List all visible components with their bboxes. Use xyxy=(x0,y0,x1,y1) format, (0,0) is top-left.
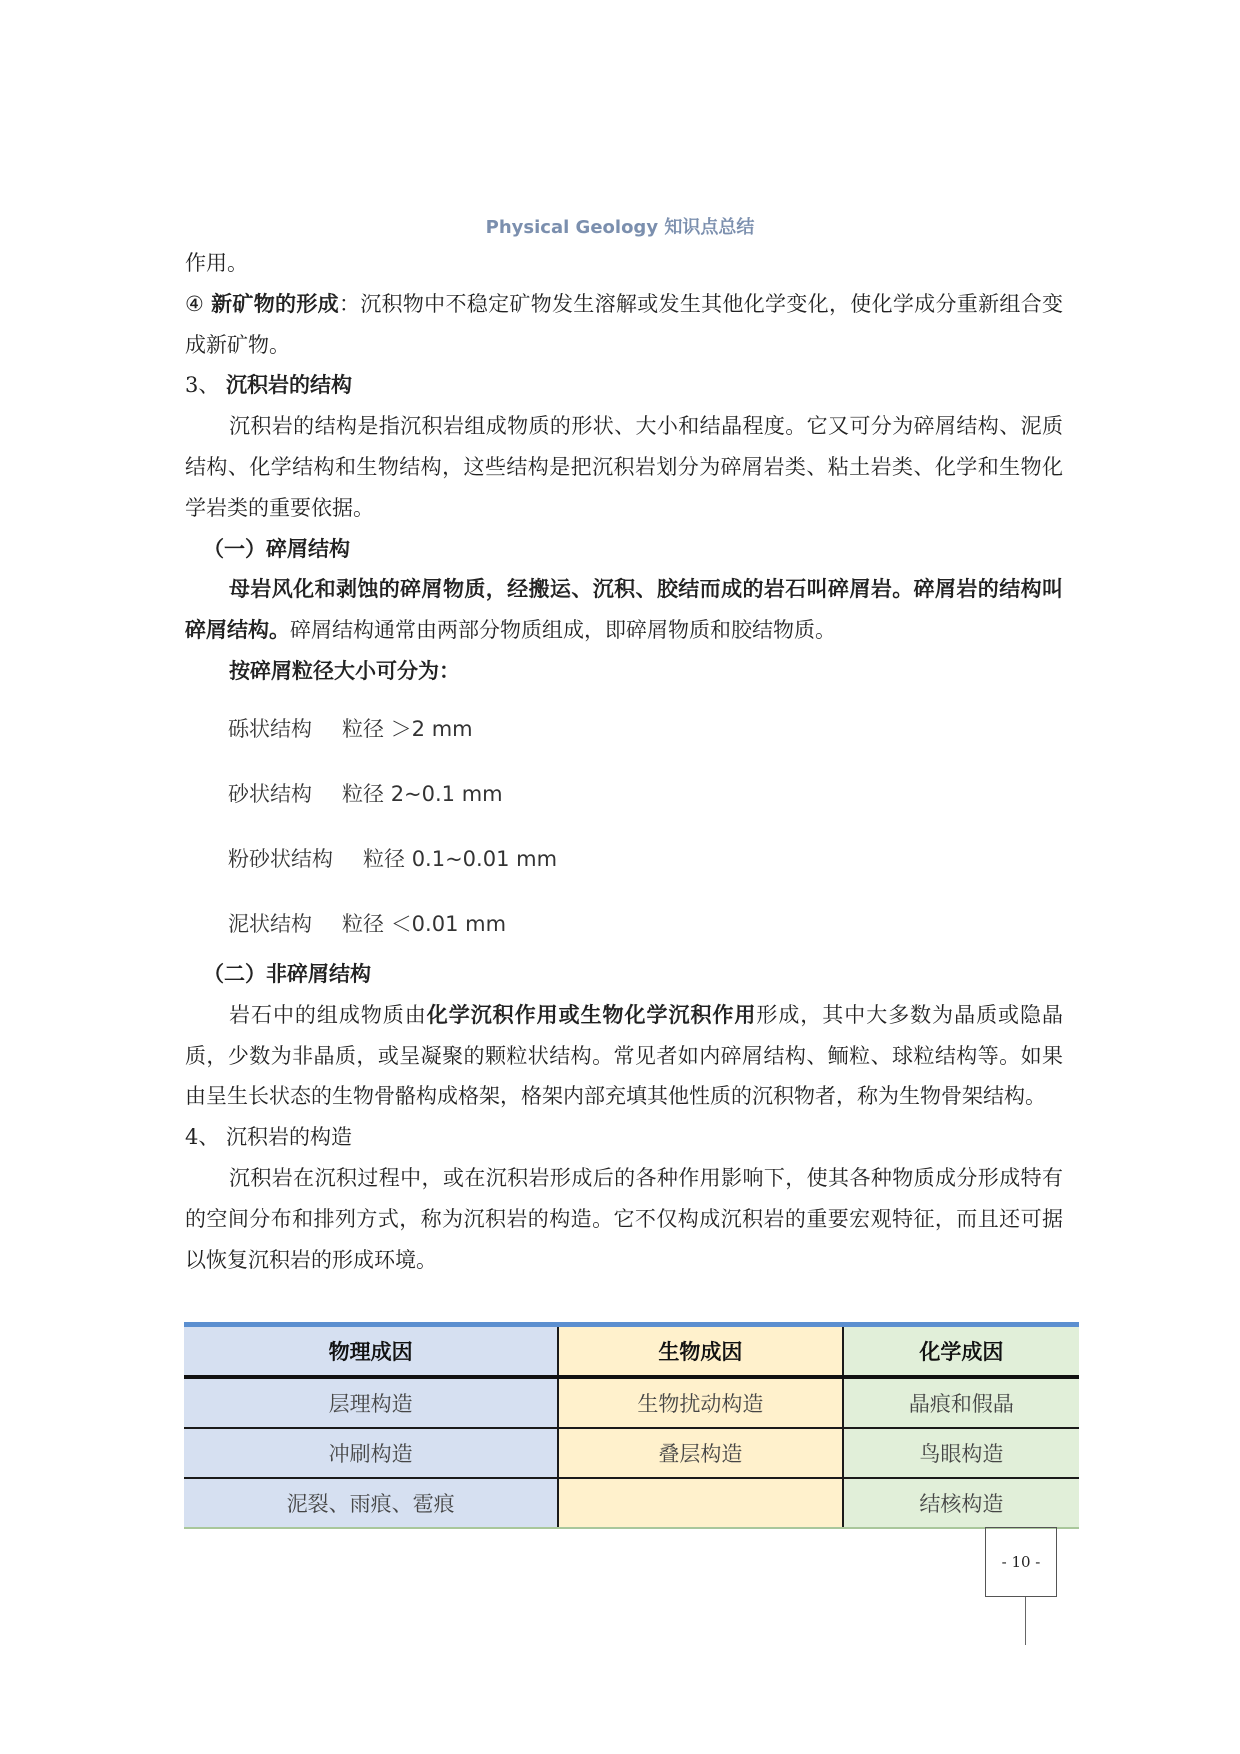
text-section-1 xyxy=(185,243,1063,692)
text-section-2 xyxy=(185,954,1063,1280)
grain-value: ＜0.01 mm xyxy=(390,912,507,936)
subheading: （二）非碎屑结构 xyxy=(203,962,371,986)
table-header-row xyxy=(184,1325,1079,1378)
column-header: 生物成因 xyxy=(558,1325,842,1378)
grain-name: 粉砂状结构 xyxy=(228,847,333,871)
grain-label: 粒径 xyxy=(342,717,384,741)
grain-item xyxy=(228,778,503,808)
table-cell: 泥裂、雨痕、雹痕 xyxy=(184,1478,558,1528)
grain-label: 粒径 xyxy=(363,847,405,871)
table-cell: 生物扰动构造 xyxy=(558,1377,842,1428)
page-number-line xyxy=(1025,1597,1026,1645)
text: 碎屑结构通常由两部分物质组成，即碎屑物质和胶结物质。 xyxy=(290,618,836,643)
column-header: 物理成因 xyxy=(184,1325,558,1378)
text: ：沉积物中不稳定矿物发生溶解或发生其他化学变化，使化学成分重新组合变成新矿物。 xyxy=(185,291,1063,357)
section-number: 3、 xyxy=(185,373,227,398)
table-cell: 层理构造 xyxy=(184,1377,558,1428)
grain-item xyxy=(228,713,473,743)
page-number-box xyxy=(985,1527,1057,1597)
paragraph: 按碎屑粒径大小可分为： xyxy=(229,658,460,683)
section-heading xyxy=(185,365,1063,406)
subheading: （一）碎屑结构 xyxy=(203,536,350,561)
grain-value: ＞2 mm xyxy=(390,717,473,741)
grain-name: 砂状结构 xyxy=(228,782,312,806)
text: 形成，其中大多数为晶质或隐晶质，少数为非晶质，或呈凝聚的颗粒状结构。常见者如内碎屑结构、鲕粒、球粒结构等。如果由呈生长状态的生物骨骼构成格架，格架内部充填其他性质的沉积物者，称为生物骨架结构。 xyxy=(185,1002,1064,1109)
grain-item xyxy=(228,908,506,938)
table-cell: 结核构造 xyxy=(843,1478,1079,1528)
paragraph xyxy=(185,284,1063,366)
structure-table xyxy=(184,1322,1079,1529)
grain-name: 泥状结构 xyxy=(228,912,312,936)
text: 岩石中的组成物质由 xyxy=(229,1002,427,1027)
table-cell: 冲刷构造 xyxy=(184,1428,558,1478)
bold-text: 化学沉积作用或生物化学沉积作用 xyxy=(426,1002,757,1027)
grain-label: 粒径 xyxy=(342,912,384,936)
paragraph: 沉积岩在沉积过程中，或在沉积岩形成后的各种作用影响下，使其各种物质成分形成特有的空间分布和排列方式，称为沉积岩的构造。它不仅构成沉积岩的重要宏观特征，而且还可据以恢复沉积岩的形成环境。 xyxy=(185,1165,1063,1272)
grain-item xyxy=(228,843,557,873)
bold-term: 新矿物的形成 xyxy=(211,291,339,316)
paragraph: 沉积岩的结构是指沉积岩组成物质的形状、大小和结晶程度。它又可分为碎屑结构、泥质结构、化学结构和生物结构，这些结构是把沉积岩划分为碎屑岩类、粘土岩类、化学和生物化学岩类的重要依据。 xyxy=(185,414,1063,520)
column-header: 化学成因 xyxy=(843,1325,1079,1378)
paragraph xyxy=(185,569,1063,651)
table-cell: 晶痕和假晶 xyxy=(843,1377,1079,1428)
table-cell xyxy=(558,1478,842,1528)
grain-value: 2~0.1 mm xyxy=(390,782,503,806)
section-heading: 4、 沉积岩的构造 xyxy=(185,1125,353,1150)
table-cell: 鸟眼构造 xyxy=(843,1428,1079,1478)
page-number: - 10 - xyxy=(1001,1553,1041,1571)
paragraph xyxy=(185,995,1063,1117)
table-row xyxy=(184,1377,1079,1428)
list-number: ④ xyxy=(185,291,212,316)
paragraph: 作用。 xyxy=(185,251,248,275)
section-title: 沉积岩的结构 xyxy=(226,373,353,398)
table-cell: 叠层构造 xyxy=(558,1428,842,1478)
table-row xyxy=(184,1478,1079,1528)
page-header: Physical Geology 知识点总结 xyxy=(485,217,755,238)
bold-text: 母岩风化和剥蚀的碎屑物质，经搬运、沉积、胶结而成的岩石叫碎屑岩。碎屑岩的结构叫碎屑结构。 xyxy=(185,577,1063,643)
grain-name: 砾状结构 xyxy=(228,717,312,741)
grain-value: 0.1~0.01 mm xyxy=(411,847,558,871)
grain-label: 粒径 xyxy=(342,782,384,806)
table-row xyxy=(184,1428,1079,1478)
